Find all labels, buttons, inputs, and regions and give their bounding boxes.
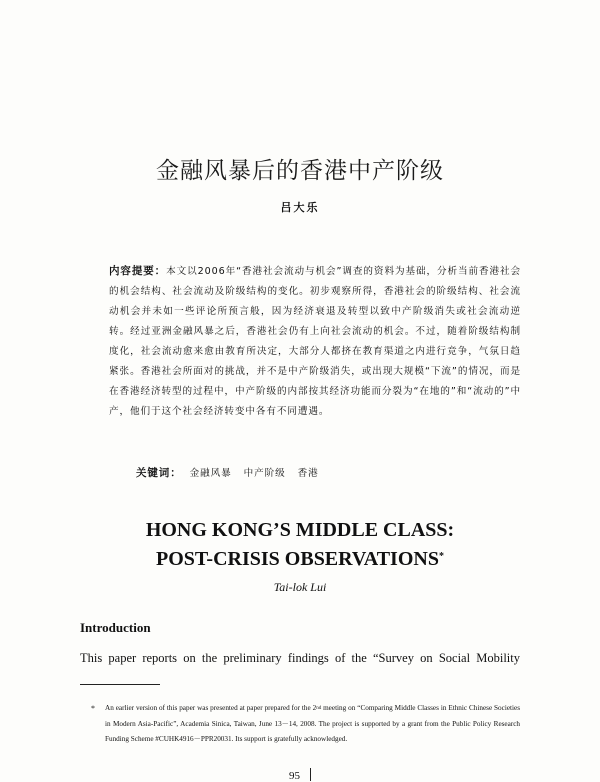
footnote: * An earlier version of this paper was presented at paper prepared for the 2nd meeting on “Comparing Middle Classes in Ethnic Chinese Societies in Modern Asia-Pacific”, Academia Sinica, Taiwan, June 13－14, 2008. The project is supported by a grant from the Public Policy Research Funding Scheme #CUHK4916－PPR20031. Its support is gratefully acknowledged. — [105, 701, 520, 748]
abstract-label: 内容提要： — [109, 265, 167, 277]
english-title — [0, 516, 600, 574]
keyword: 中产阶级 — [243, 468, 286, 479]
section-heading: Introduction — [80, 620, 151, 635]
keywords-label: 关键词： — [136, 467, 182, 479]
chinese-author: 吕大乐 — [280, 201, 320, 214]
chinese-keywords — [136, 465, 536, 480]
chinese-title: 金融风暴后的香港中产阶级 — [156, 158, 444, 184]
chinese-abstract — [109, 261, 521, 422]
english-title-line-2: POST-CRISIS OBSERVATIONS* — [156, 548, 444, 570]
body-paragraph: This paper reports on the preliminary findings of the “Survey on Social Mobility — [80, 651, 520, 665]
keyword: 金融风暴 — [189, 468, 232, 479]
keyword: 香港 — [297, 468, 319, 479]
english-author: Tai-lok Lui — [273, 580, 327, 594]
footnote-divider — [80, 684, 160, 685]
page-number: 95 — [0, 768, 600, 782]
english-title-line-1: HONG KONG’S MIDDLE CLASS: — [145, 519, 455, 541]
page-number-bar — [310, 768, 311, 781]
title-footnote-mark: * — [438, 551, 444, 562]
abstract-text: 本文以2006年“香港社会流动与机会”调查的资料为基础，分析当前香港社会的机会结构、社会流动及阶级结构的变化。初步观察所得，香港社会的阶级结构、社会流动机会并未如一些评论所预言般，因为经济衰退及转型以致中产阶级消失或社会流动逆转。经过亚洲金融风暴之后，香港社会仍有上向社会流动的机会。不过，随着阶级结构制度化，社会流动愈来愈由教育所决定，大部分人都挤在教育渠道之内进行竞争，气氛日趋紧张。香港社会所面对的挑战，并不是中产阶级消失，或出现大规模“下流”的情况，而是在香港经济转型的过程中，中产阶级的内部按其经济功能而分裂为“在地的”和“流动的”中产，他们于这个社会经济转变中各有不同遭遇。 — [109, 266, 521, 417]
footnote-mark: * — [91, 704, 95, 713]
